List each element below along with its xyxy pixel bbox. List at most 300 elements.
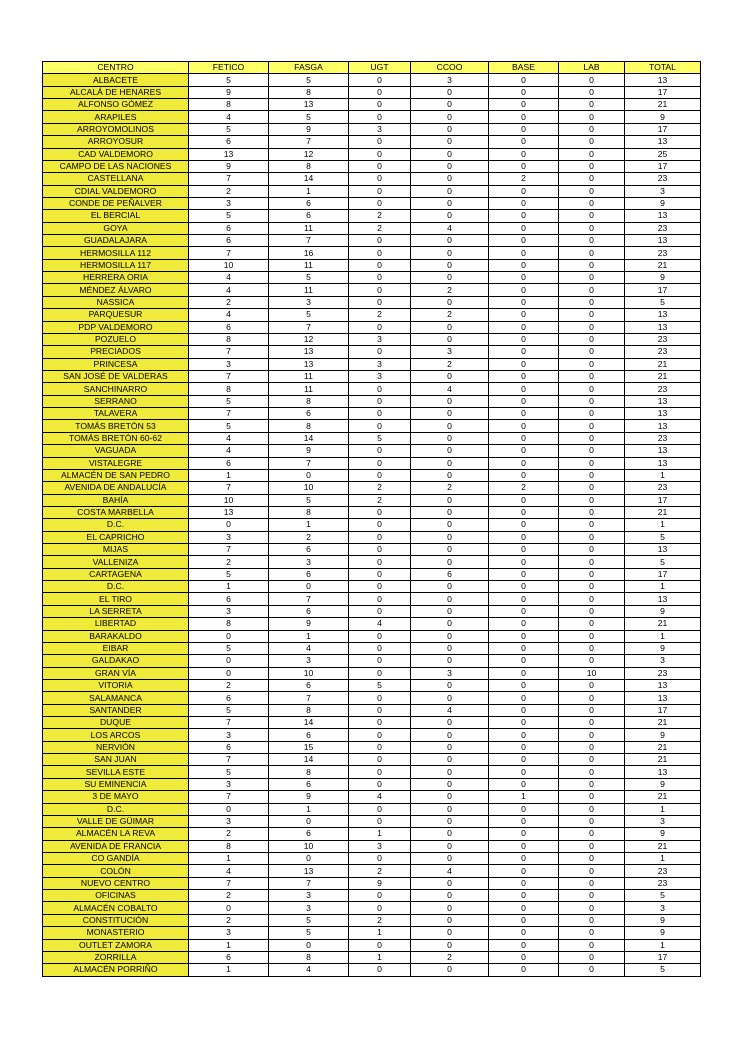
cell-centro: ZORRILLA (43, 951, 189, 963)
table-row (43, 667, 701, 679)
cell-fetico: 0 (189, 630, 269, 642)
cell-base: 0 (489, 939, 559, 951)
cell-fetico: 8 (189, 99, 269, 111)
cell-base: 0 (489, 123, 559, 135)
cell-base: 0 (489, 148, 559, 160)
cell-fetico: 1 (189, 964, 269, 976)
cell-fasga: 3 (269, 556, 349, 568)
cell-total: 5 (625, 556, 701, 568)
cell-base: 0 (489, 321, 559, 333)
cell-ugt: 0 (349, 247, 411, 259)
cell-lab: 0 (559, 581, 625, 593)
cell-fetico: 6 (189, 741, 269, 753)
cell-base: 2 (489, 482, 559, 494)
cell-total: 23 (625, 877, 701, 889)
cell-base: 0 (489, 544, 559, 556)
cell-total: 5 (625, 890, 701, 902)
cell-total: 13 (625, 395, 701, 407)
cell-total: 13 (625, 679, 701, 691)
table-row (43, 506, 701, 518)
cell-centro: PDP VALDEMORO (43, 321, 189, 333)
cell-ccoo: 3 (411, 74, 489, 86)
cell-ugt: 0 (349, 605, 411, 617)
cell-lab: 0 (559, 519, 625, 531)
cell-lab: 0 (559, 222, 625, 234)
cell-centro: PARQUESUR (43, 309, 189, 321)
cell-centro: MIJAS (43, 544, 189, 556)
cell-ccoo: 0 (411, 754, 489, 766)
cell-ugt: 0 (349, 964, 411, 976)
cell-centro: ALMACÉN COBALTO (43, 902, 189, 914)
cell-ccoo: 0 (411, 778, 489, 790)
cell-centro: DUQUE (43, 717, 189, 729)
cell-ccoo: 0 (411, 630, 489, 642)
cell-centro: COSTA MARBELLA (43, 506, 189, 518)
cell-ugt: 0 (349, 469, 411, 481)
cell-centro: CO GANDÍA (43, 853, 189, 865)
cell-ccoo: 0 (411, 544, 489, 556)
cell-centro: POZUELO (43, 333, 189, 345)
cell-fasga: 11 (269, 383, 349, 395)
cell-ugt: 0 (349, 544, 411, 556)
cell-ccoo: 4 (411, 383, 489, 395)
cell-lab: 0 (559, 704, 625, 716)
cell-fetico: 0 (189, 803, 269, 815)
cell-fasga: 6 (269, 679, 349, 691)
cell-ugt: 0 (349, 408, 411, 420)
cell-ugt: 0 (349, 667, 411, 679)
cell-fasga: 0 (269, 853, 349, 865)
cell-fasga: 7 (269, 692, 349, 704)
cell-centro: ALCALÁ DE HENARES (43, 86, 189, 98)
cell-fetico: 2 (189, 296, 269, 308)
cell-lab: 0 (559, 902, 625, 914)
cell-centro: VISTALEGRE (43, 457, 189, 469)
cell-base: 0 (489, 136, 559, 148)
cell-ugt: 0 (349, 853, 411, 865)
cell-base: 0 (489, 370, 559, 382)
table-row (43, 296, 701, 308)
cell-ugt: 0 (349, 556, 411, 568)
cell-centro: BARAKALDO (43, 630, 189, 642)
table-row (43, 544, 701, 556)
cell-ugt: 0 (349, 778, 411, 790)
cell-fetico: 6 (189, 222, 269, 234)
cell-fetico: 5 (189, 395, 269, 407)
table-row (43, 741, 701, 753)
cell-total: 3 (625, 655, 701, 667)
cell-fetico: 7 (189, 173, 269, 185)
cell-fetico: 4 (189, 432, 269, 444)
cell-ccoo: 0 (411, 333, 489, 345)
cell-fetico: 5 (189, 766, 269, 778)
cell-lab: 0 (559, 482, 625, 494)
cell-ccoo: 0 (411, 247, 489, 259)
cell-base: 0 (489, 74, 559, 86)
cell-fetico: 7 (189, 247, 269, 259)
cell-fetico: 0 (189, 667, 269, 679)
cell-total: 3 (625, 815, 701, 827)
cell-fetico: 5 (189, 123, 269, 135)
cell-total: 13 (625, 766, 701, 778)
cell-ccoo: 0 (411, 160, 489, 172)
cell-ugt: 0 (349, 272, 411, 284)
cell-ccoo: 0 (411, 197, 489, 209)
cell-base: 0 (489, 333, 559, 345)
cell-fasga: 12 (269, 333, 349, 345)
cell-centro: BAHÍA (43, 494, 189, 506)
cell-ugt: 0 (349, 939, 411, 951)
cell-lab: 0 (559, 383, 625, 395)
cell-centro: VAGUADA (43, 445, 189, 457)
cell-ccoo: 0 (411, 531, 489, 543)
cell-ugt: 0 (349, 445, 411, 457)
cell-ugt: 0 (349, 136, 411, 148)
cell-total: 23 (625, 333, 701, 345)
cell-base: 0 (489, 494, 559, 506)
cell-ccoo: 0 (411, 692, 489, 704)
cell-base: 0 (489, 408, 559, 420)
cell-base: 0 (489, 210, 559, 222)
cell-fetico: 2 (189, 828, 269, 840)
cell-ugt: 0 (349, 890, 411, 902)
cell-fasga: 13 (269, 99, 349, 111)
cell-total: 17 (625, 284, 701, 296)
cell-centro: AVENIDA DE ANDALUCÍA (43, 482, 189, 494)
cell-lab: 0 (559, 890, 625, 902)
cell-centro: ALMACÉN PORRIÑO (43, 964, 189, 976)
cell-ugt: 2 (349, 914, 411, 926)
table-row (43, 346, 701, 358)
cell-centro: ALBACETE (43, 74, 189, 86)
cell-lab: 0 (559, 630, 625, 642)
cell-total: 23 (625, 247, 701, 259)
cell-centro: D.C. (43, 581, 189, 593)
table-row (43, 185, 701, 197)
cell-fasga: 1 (269, 185, 349, 197)
header-fasga: FASGA (269, 62, 349, 74)
cell-total: 23 (625, 383, 701, 395)
table-row (43, 803, 701, 815)
cell-base: 0 (489, 395, 559, 407)
cell-fasga: 7 (269, 321, 349, 333)
cell-ugt: 2 (349, 309, 411, 321)
cell-base: 0 (489, 914, 559, 926)
cell-total: 9 (625, 197, 701, 209)
table-row (43, 420, 701, 432)
cell-fasga: 12 (269, 148, 349, 160)
cell-lab: 0 (559, 111, 625, 123)
cell-fasga: 11 (269, 284, 349, 296)
cell-ugt: 0 (349, 160, 411, 172)
cell-fasga: 8 (269, 395, 349, 407)
cell-ccoo: 0 (411, 902, 489, 914)
cell-centro: SANCHINARRO (43, 383, 189, 395)
cell-ccoo: 0 (411, 457, 489, 469)
cell-lab: 0 (559, 556, 625, 568)
cell-ugt: 2 (349, 865, 411, 877)
cell-fasga: 16 (269, 247, 349, 259)
table-row (43, 729, 701, 741)
cell-ccoo: 0 (411, 877, 489, 889)
cell-base: 0 (489, 951, 559, 963)
cell-base: 0 (489, 679, 559, 691)
cell-ccoo: 6 (411, 568, 489, 580)
cell-total: 21 (625, 358, 701, 370)
cell-base: 0 (489, 877, 559, 889)
cell-ugt: 0 (349, 568, 411, 580)
table-row (43, 890, 701, 902)
cell-base: 0 (489, 420, 559, 432)
cell-base: 0 (489, 704, 559, 716)
table-row (43, 791, 701, 803)
cell-centro: HERMOSILLA 112 (43, 247, 189, 259)
table-row (43, 815, 701, 827)
cell-ccoo: 3 (411, 346, 489, 358)
cell-fasga: 9 (269, 445, 349, 457)
cell-fasga: 1 (269, 803, 349, 815)
header-row (43, 62, 701, 74)
cell-ugt: 2 (349, 494, 411, 506)
cell-centro: HERMOSILLA 117 (43, 259, 189, 271)
cell-centro: MÉNDEZ ÁLVARO (43, 284, 189, 296)
table-row (43, 754, 701, 766)
cell-fetico: 8 (189, 383, 269, 395)
cell-centro: ARAPILES (43, 111, 189, 123)
cell-total: 1 (625, 939, 701, 951)
cell-ccoo: 0 (411, 927, 489, 939)
cell-fasga: 1 (269, 630, 349, 642)
cell-ccoo: 0 (411, 581, 489, 593)
cell-centro: TALAVERA (43, 408, 189, 420)
cell-centro: TOMÁS BRETÓN 60-62 (43, 432, 189, 444)
cell-fetico: 1 (189, 939, 269, 951)
cell-fetico: 3 (189, 778, 269, 790)
cell-ugt: 0 (349, 519, 411, 531)
cell-ccoo: 0 (411, 642, 489, 654)
cell-base: 0 (489, 815, 559, 827)
cell-base: 0 (489, 235, 559, 247)
cell-fetico: 9 (189, 86, 269, 98)
header-total: TOTAL (625, 62, 701, 74)
cell-centro: LIBERTAD (43, 618, 189, 630)
cell-fetico: 3 (189, 815, 269, 827)
cell-base: 0 (489, 840, 559, 852)
cell-fasga: 9 (269, 791, 349, 803)
cell-centro: SALAMANCA (43, 692, 189, 704)
cell-ugt: 0 (349, 383, 411, 395)
table-row (43, 568, 701, 580)
cell-ugt: 1 (349, 828, 411, 840)
cell-base: 0 (489, 964, 559, 976)
cell-lab: 0 (559, 296, 625, 308)
cell-lab: 0 (559, 778, 625, 790)
cell-base: 0 (489, 581, 559, 593)
table-row (43, 432, 701, 444)
cell-fetico: 5 (189, 642, 269, 654)
cell-ccoo: 4 (411, 865, 489, 877)
table-row (43, 136, 701, 148)
cell-total: 17 (625, 160, 701, 172)
cell-lab: 0 (559, 939, 625, 951)
cell-base: 0 (489, 630, 559, 642)
cell-ugt: 0 (349, 655, 411, 667)
cell-ccoo: 2 (411, 284, 489, 296)
cell-centro: VITORIA (43, 679, 189, 691)
table-row (43, 247, 701, 259)
cell-ccoo: 0 (411, 939, 489, 951)
cell-fasga: 9 (269, 123, 349, 135)
cell-ugt: 3 (349, 123, 411, 135)
cell-ccoo: 2 (411, 951, 489, 963)
cell-fetico: 0 (189, 519, 269, 531)
header-ugt: UGT (349, 62, 411, 74)
cell-lab: 0 (559, 420, 625, 432)
cell-ugt: 4 (349, 618, 411, 630)
cell-fetico: 2 (189, 556, 269, 568)
cell-ugt: 0 (349, 741, 411, 753)
cell-lab: 0 (559, 86, 625, 98)
cell-lab: 0 (559, 840, 625, 852)
cell-base: 0 (489, 692, 559, 704)
cell-fasga: 3 (269, 655, 349, 667)
cell-fasga: 8 (269, 951, 349, 963)
cell-fetico: 1 (189, 581, 269, 593)
cell-ccoo: 0 (411, 494, 489, 506)
cell-base: 0 (489, 568, 559, 580)
cell-lab: 0 (559, 197, 625, 209)
cell-ugt: 0 (349, 803, 411, 815)
cell-fasga: 8 (269, 704, 349, 716)
cell-centro: LA SERRETA (43, 605, 189, 617)
cell-fetico: 6 (189, 692, 269, 704)
cell-total: 5 (625, 964, 701, 976)
cell-ugt: 0 (349, 506, 411, 518)
header-ccoo: CCOO (411, 62, 489, 74)
cell-ugt: 9 (349, 877, 411, 889)
table-row (43, 445, 701, 457)
cell-total: 9 (625, 605, 701, 617)
cell-total: 9 (625, 828, 701, 840)
cell-ccoo: 0 (411, 259, 489, 271)
cell-fasga: 4 (269, 642, 349, 654)
table-row (43, 914, 701, 926)
cell-ccoo: 0 (411, 679, 489, 691)
cell-centro: CONDE DE PEÑALVER (43, 197, 189, 209)
cell-centro: ALFONSO GÓMEZ (43, 99, 189, 111)
cell-fasga: 14 (269, 432, 349, 444)
cell-fetico: 0 (189, 902, 269, 914)
cell-centro: TOMÁS BRETÓN 53 (43, 420, 189, 432)
cell-ugt: 0 (349, 531, 411, 543)
cell-fetico: 5 (189, 74, 269, 86)
cell-fasga: 6 (269, 544, 349, 556)
cell-ccoo: 0 (411, 123, 489, 135)
table-row (43, 531, 701, 543)
cell-centro: CAD VALDEMORO (43, 148, 189, 160)
cell-total: 9 (625, 927, 701, 939)
cell-lab: 0 (559, 853, 625, 865)
cell-fasga: 3 (269, 890, 349, 902)
cell-total: 21 (625, 754, 701, 766)
cell-fasga: 6 (269, 408, 349, 420)
cell-total: 3 (625, 902, 701, 914)
table-body (43, 62, 701, 977)
cell-ugt: 0 (349, 346, 411, 358)
cell-lab: 0 (559, 247, 625, 259)
cell-total: 13 (625, 692, 701, 704)
cell-base: 0 (489, 828, 559, 840)
cell-ugt: 0 (349, 148, 411, 160)
cell-lab: 0 (559, 370, 625, 382)
cell-total: 23 (625, 482, 701, 494)
cell-fasga: 8 (269, 506, 349, 518)
cell-total: 3 (625, 185, 701, 197)
cell-lab: 0 (559, 914, 625, 926)
cell-base: 0 (489, 86, 559, 98)
cell-lab: 0 (559, 333, 625, 345)
cell-ccoo: 0 (411, 321, 489, 333)
cell-lab: 0 (559, 445, 625, 457)
cell-fetico: 7 (189, 544, 269, 556)
cell-base: 0 (489, 111, 559, 123)
cell-ccoo: 0 (411, 853, 489, 865)
cell-ugt: 1 (349, 927, 411, 939)
cell-ccoo: 0 (411, 717, 489, 729)
cell-base: 0 (489, 358, 559, 370)
cell-lab: 0 (559, 408, 625, 420)
cell-total: 23 (625, 173, 701, 185)
cell-centro: ARROYOSUR (43, 136, 189, 148)
cell-total: 17 (625, 494, 701, 506)
cell-lab: 0 (559, 741, 625, 753)
cell-centro: NASSICA (43, 296, 189, 308)
cell-base: 0 (489, 160, 559, 172)
cell-lab: 0 (559, 865, 625, 877)
cell-centro: D.C. (43, 519, 189, 531)
cell-ugt: 3 (349, 370, 411, 382)
cell-ugt: 1 (349, 951, 411, 963)
cell-fetico: 6 (189, 457, 269, 469)
table-row (43, 778, 701, 790)
cell-total: 17 (625, 704, 701, 716)
cell-fetico: 2 (189, 890, 269, 902)
cell-centro: NERVIÓN (43, 741, 189, 753)
cell-ugt: 4 (349, 791, 411, 803)
cell-ccoo: 0 (411, 506, 489, 518)
cell-fetico: 4 (189, 111, 269, 123)
cell-centro: MONASTERIO (43, 927, 189, 939)
cell-lab: 0 (559, 618, 625, 630)
cell-base: 0 (489, 754, 559, 766)
cell-ccoo: 2 (411, 482, 489, 494)
cell-fetico: 5 (189, 210, 269, 222)
header-centro: CENTRO (43, 62, 189, 74)
cell-fasga: 14 (269, 754, 349, 766)
cell-ugt: 3 (349, 840, 411, 852)
cell-fasga: 5 (269, 927, 349, 939)
cell-total: 21 (625, 717, 701, 729)
cell-fasga: 5 (269, 272, 349, 284)
cell-total: 13 (625, 408, 701, 420)
cell-fetico: 2 (189, 914, 269, 926)
table-row (43, 148, 701, 160)
table-row (43, 939, 701, 951)
cell-total: 9 (625, 272, 701, 284)
cell-lab: 0 (559, 642, 625, 654)
cell-fasga: 1 (269, 519, 349, 531)
cell-centro: GUADALAJARA (43, 235, 189, 247)
